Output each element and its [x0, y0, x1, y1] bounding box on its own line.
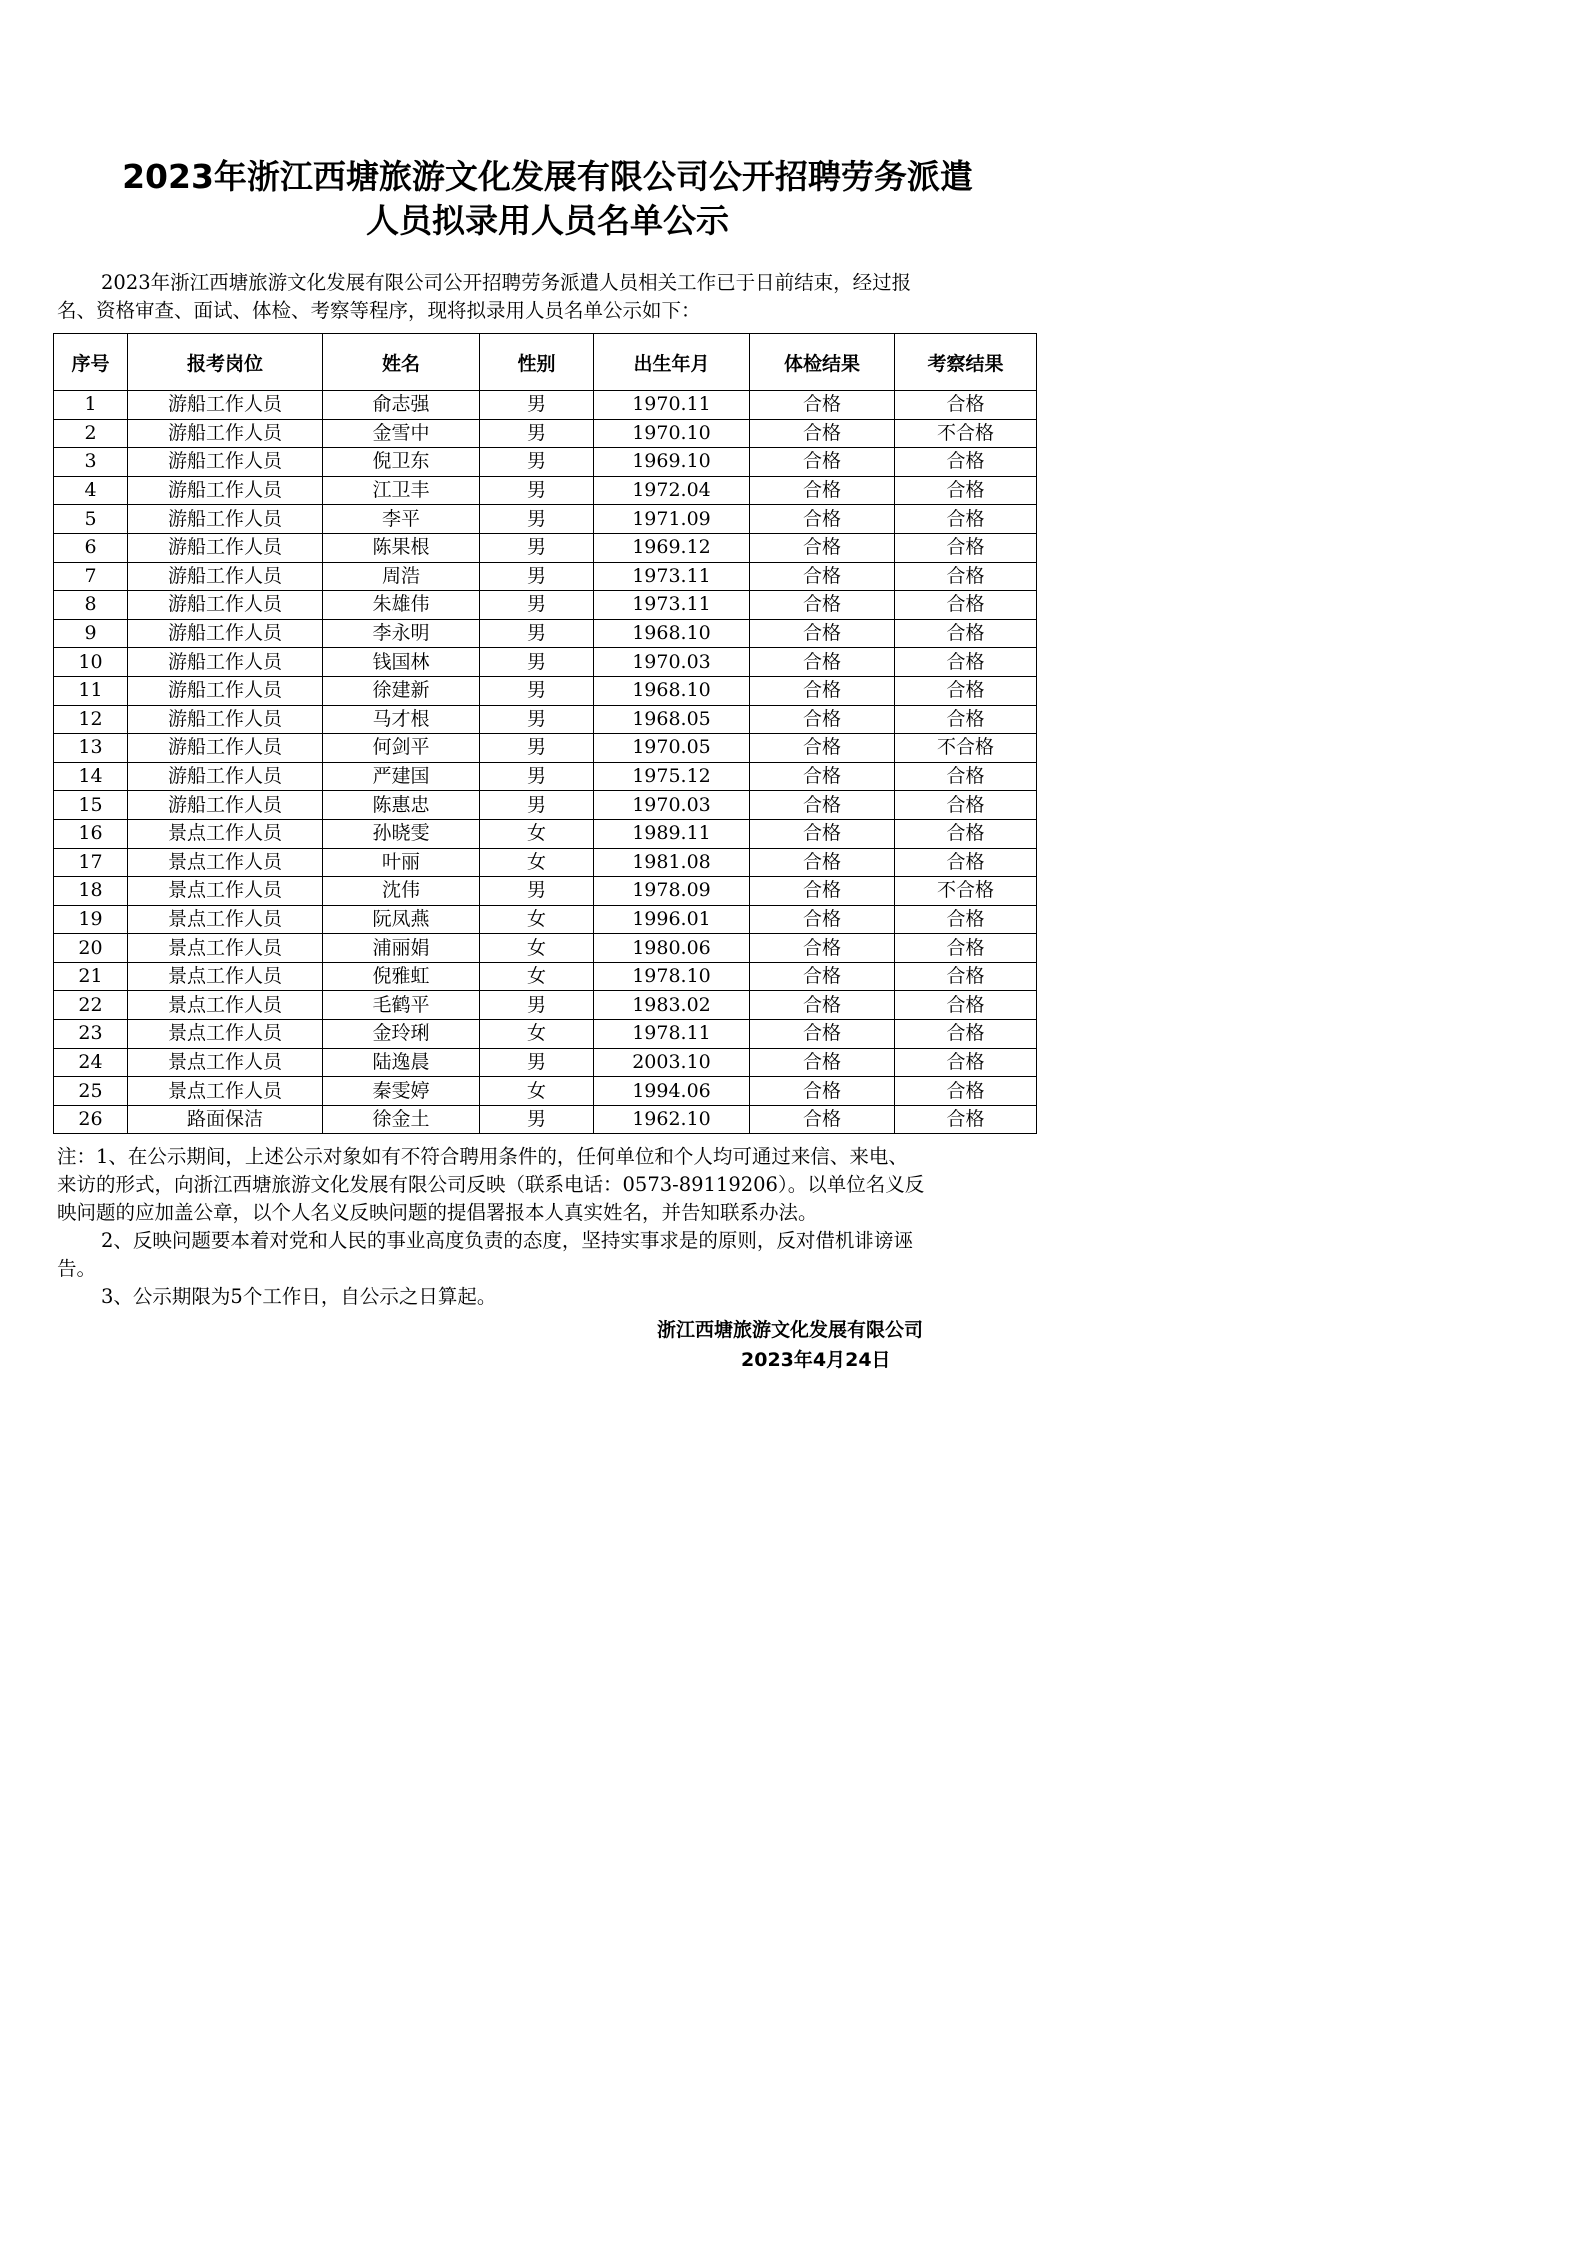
cell-name: 金玲琍: [323, 1020, 480, 1049]
table-row: [54, 934, 1037, 963]
note-1-line-1: 注：1、在公示期间，上述公示对象如有不符合聘用条件的，任何单位和个人均可通过来信、来电、: [57, 1145, 908, 1168]
cell-position: 游船工作人员: [128, 448, 323, 477]
cell-position: 游船工作人员: [128, 391, 323, 420]
cell-birth: 1989.11: [594, 819, 750, 848]
header-inspection: 考察结果: [895, 334, 1037, 391]
table-row: [54, 1048, 1037, 1077]
table-body: [54, 391, 1037, 1134]
table-row: [54, 877, 1037, 906]
cell-medical: 合格: [750, 476, 895, 505]
cell-name: 俞志强: [323, 391, 480, 420]
cell-medical: 合格: [750, 676, 895, 705]
cell-medical: 合格: [750, 848, 895, 877]
header-name: 姓名: [323, 334, 480, 391]
cell-inspection: 合格: [895, 562, 1037, 591]
cell-inspection: 合格: [895, 705, 1037, 734]
cell-gender: 女: [480, 905, 594, 934]
cell-seq: 7: [54, 562, 128, 591]
cell-seq: 24: [54, 1048, 128, 1077]
header-seq: 序号: [54, 334, 128, 391]
cell-name: 孙晓雯: [323, 819, 480, 848]
cell-seq: 21: [54, 962, 128, 991]
cell-position: 游船工作人员: [128, 676, 323, 705]
cell-gender: 男: [480, 648, 594, 677]
cell-position: 路面保洁: [128, 1105, 323, 1134]
signature-date: 2023年4月24日: [741, 1349, 891, 1371]
cell-birth: 1962.10: [594, 1105, 750, 1134]
document-title-line-2: 人员拟录用人员名单公示: [366, 201, 729, 240]
cell-gender: 男: [480, 1048, 594, 1077]
table-row: [54, 762, 1037, 791]
cell-seq: 15: [54, 791, 128, 820]
cell-seq: 10: [54, 648, 128, 677]
cell-seq: 22: [54, 991, 128, 1020]
cell-birth: 1970.03: [594, 648, 750, 677]
cell-inspection: 合格: [895, 1105, 1037, 1134]
table-row: [54, 991, 1037, 1020]
cell-inspection: 合格: [895, 391, 1037, 420]
cell-gender: 女: [480, 848, 594, 877]
cell-inspection: 合格: [895, 1048, 1037, 1077]
cell-name: 徐金土: [323, 1105, 480, 1134]
cell-name: 毛鹤平: [323, 991, 480, 1020]
cell-name: 陈惠忠: [323, 791, 480, 820]
cell-inspection: 合格: [895, 619, 1037, 648]
cell-gender: 女: [480, 1020, 594, 1049]
cell-name: 徐建新: [323, 676, 480, 705]
cell-position: 景点工作人员: [128, 962, 323, 991]
cell-birth: 1973.11: [594, 562, 750, 591]
cell-birth: 1970.05: [594, 734, 750, 763]
cell-position: 游船工作人员: [128, 734, 323, 763]
cell-inspection: 合格: [895, 533, 1037, 562]
cell-name: 钱国林: [323, 648, 480, 677]
cell-medical: 合格: [750, 791, 895, 820]
cell-gender: 男: [480, 476, 594, 505]
cell-birth: 1970.10: [594, 419, 750, 448]
cell-inspection: 合格: [895, 791, 1037, 820]
cell-gender: 男: [480, 591, 594, 620]
cell-position: 景点工作人员: [128, 848, 323, 877]
table-row: [54, 476, 1037, 505]
cell-medical: 合格: [750, 619, 895, 648]
cell-inspection: 合格: [895, 476, 1037, 505]
cell-seq: 3: [54, 448, 128, 477]
cell-position: 游船工作人员: [128, 533, 323, 562]
table-row: [54, 819, 1037, 848]
cell-medical: 合格: [750, 391, 895, 420]
cell-birth: 1968.10: [594, 676, 750, 705]
table-row: [54, 419, 1037, 448]
cell-medical: 合格: [750, 648, 895, 677]
cell-medical: 合格: [750, 505, 895, 534]
cell-gender: 男: [480, 619, 594, 648]
table-row: [54, 705, 1037, 734]
candidate-table: [53, 333, 1037, 1134]
cell-name: 阮凤燕: [323, 905, 480, 934]
cell-position: 景点工作人员: [128, 905, 323, 934]
cell-birth: 1970.03: [594, 791, 750, 820]
note-2-line-2: 告。: [57, 1257, 97, 1280]
document-title-line-1: 2023年浙江西塘旅游文化发展有限公司公开招聘劳务派遣: [122, 157, 973, 196]
cell-gender: 男: [480, 562, 594, 591]
cell-gender: 男: [480, 877, 594, 906]
cell-birth: 1973.11: [594, 591, 750, 620]
cell-inspection: 合格: [895, 934, 1037, 963]
cell-medical: 合格: [750, 1020, 895, 1049]
cell-birth: 1981.08: [594, 848, 750, 877]
cell-medical: 合格: [750, 934, 895, 963]
cell-medical: 合格: [750, 762, 895, 791]
cell-gender: 男: [480, 533, 594, 562]
cell-inspection: 不合格: [895, 734, 1037, 763]
cell-inspection: 合格: [895, 591, 1037, 620]
cell-gender: 女: [480, 962, 594, 991]
table-row: [54, 905, 1037, 934]
cell-name: 浦丽娟: [323, 934, 480, 963]
cell-seq: 14: [54, 762, 128, 791]
cell-inspection: 合格: [895, 819, 1037, 848]
cell-seq: 5: [54, 505, 128, 534]
header-medical: 体检结果: [750, 334, 895, 391]
cell-seq: 13: [54, 734, 128, 763]
cell-position: 游船工作人员: [128, 476, 323, 505]
cell-inspection: 合格: [895, 505, 1037, 534]
cell-birth: 1978.09: [594, 877, 750, 906]
cell-name: 倪卫东: [323, 448, 480, 477]
cell-gender: 男: [480, 419, 594, 448]
cell-gender: 男: [480, 505, 594, 534]
cell-birth: 2003.10: [594, 1048, 750, 1077]
cell-name: 陈果根: [323, 533, 480, 562]
cell-inspection: 合格: [895, 905, 1037, 934]
header-gender: 性别: [480, 334, 594, 391]
cell-medical: 合格: [750, 419, 895, 448]
cell-name: 周浩: [323, 562, 480, 591]
note-3: 3、公示期限为5个工作日，自公示之日算起。: [101, 1285, 497, 1308]
cell-seq: 11: [54, 676, 128, 705]
cell-inspection: 合格: [895, 1020, 1037, 1049]
cell-name: 李平: [323, 505, 480, 534]
cell-gender: 女: [480, 819, 594, 848]
cell-medical: 合格: [750, 962, 895, 991]
cell-name: 沈伟: [323, 877, 480, 906]
header-position: 报考岗位: [128, 334, 323, 391]
cell-seq: 9: [54, 619, 128, 648]
cell-position: 游船工作人员: [128, 619, 323, 648]
cell-gender: 男: [480, 791, 594, 820]
cell-birth: 1970.11: [594, 391, 750, 420]
cell-gender: 男: [480, 762, 594, 791]
cell-name: 倪雅虹: [323, 962, 480, 991]
cell-birth: 1983.02: [594, 991, 750, 1020]
cell-position: 游船工作人员: [128, 762, 323, 791]
cell-birth: 1971.09: [594, 505, 750, 534]
cell-inspection: 合格: [895, 762, 1037, 791]
header-birth: 出生年月: [594, 334, 750, 391]
cell-medical: 合格: [750, 905, 895, 934]
cell-medical: 合格: [750, 877, 895, 906]
cell-birth: 1968.05: [594, 705, 750, 734]
cell-birth: 1994.06: [594, 1077, 750, 1106]
cell-birth: 1978.10: [594, 962, 750, 991]
cell-gender: 男: [480, 1105, 594, 1134]
cell-name: 马才根: [323, 705, 480, 734]
cell-position: 游船工作人员: [128, 562, 323, 591]
cell-birth: 1969.12: [594, 533, 750, 562]
cell-medical: 合格: [750, 1048, 895, 1077]
note-1-line-3: 映问题的应加盖公章，以个人名义反映问题的提倡署报本人真实姓名，并告知联系办法。: [57, 1201, 818, 1224]
cell-medical: 合格: [750, 448, 895, 477]
cell-position: 游船工作人员: [128, 505, 323, 534]
cell-gender: 男: [480, 391, 594, 420]
cell-inspection: 合格: [895, 676, 1037, 705]
cell-birth: 1968.10: [594, 619, 750, 648]
cell-medical: 合格: [750, 991, 895, 1020]
cell-inspection: 合格: [895, 648, 1037, 677]
cell-medical: 合格: [750, 562, 895, 591]
cell-name: 何剑平: [323, 734, 480, 763]
cell-name: 严建国: [323, 762, 480, 791]
cell-name: 金雪中: [323, 419, 480, 448]
table-row: [54, 676, 1037, 705]
cell-birth: 1980.06: [594, 934, 750, 963]
cell-gender: 男: [480, 676, 594, 705]
table-row: [54, 848, 1037, 877]
table-row: [54, 734, 1037, 763]
cell-seq: 26: [54, 1105, 128, 1134]
intro-paragraph-line-1: 2023年浙江西塘旅游文化发展有限公司公开招聘劳务派遣人员相关工作已于日前结束，经过报: [101, 271, 912, 294]
cell-seq: 23: [54, 1020, 128, 1049]
cell-gender: 男: [480, 705, 594, 734]
cell-birth: 1975.12: [594, 762, 750, 791]
cell-seq: 12: [54, 705, 128, 734]
cell-position: 游船工作人员: [128, 791, 323, 820]
cell-inspection: 合格: [895, 1077, 1037, 1106]
cell-seq: 6: [54, 533, 128, 562]
cell-inspection: 不合格: [895, 419, 1037, 448]
cell-name: 陆逸晨: [323, 1048, 480, 1077]
cell-medical: 合格: [750, 1077, 895, 1106]
cell-birth: 1978.11: [594, 1020, 750, 1049]
cell-position: 景点工作人员: [128, 1077, 323, 1106]
cell-position: 景点工作人员: [128, 877, 323, 906]
cell-name: 秦雯婷: [323, 1077, 480, 1106]
cell-position: 景点工作人员: [128, 1020, 323, 1049]
table-row: [54, 591, 1037, 620]
cell-inspection: 合格: [895, 848, 1037, 877]
table-row: [54, 962, 1037, 991]
table-row: [54, 391, 1037, 420]
cell-birth: 1969.10: [594, 448, 750, 477]
cell-name: 江卫丰: [323, 476, 480, 505]
cell-seq: 8: [54, 591, 128, 620]
cell-birth: 1972.04: [594, 476, 750, 505]
cell-gender: 男: [480, 448, 594, 477]
table-row: [54, 562, 1037, 591]
cell-position: 景点工作人员: [128, 819, 323, 848]
cell-seq: 19: [54, 905, 128, 934]
table-row: [54, 448, 1037, 477]
cell-gender: 男: [480, 734, 594, 763]
cell-inspection: 合格: [895, 991, 1037, 1020]
cell-position: 景点工作人员: [128, 934, 323, 963]
cell-medical: 合格: [750, 533, 895, 562]
cell-seq: 20: [54, 934, 128, 963]
cell-name: 朱雄伟: [323, 591, 480, 620]
cell-medical: 合格: [750, 591, 895, 620]
cell-position: 游船工作人员: [128, 591, 323, 620]
table-row: [54, 1077, 1037, 1106]
cell-seq: 16: [54, 819, 128, 848]
cell-name: 叶丽: [323, 848, 480, 877]
cell-gender: 男: [480, 991, 594, 1020]
cell-medical: 合格: [750, 705, 895, 734]
cell-position: 景点工作人员: [128, 1048, 323, 1077]
table-row: [54, 648, 1037, 677]
cell-seq: 1: [54, 391, 128, 420]
table-row: [54, 533, 1037, 562]
cell-name: 李永明: [323, 619, 480, 648]
cell-seq: 18: [54, 877, 128, 906]
cell-gender: 女: [480, 934, 594, 963]
table-row: [54, 1020, 1037, 1049]
cell-inspection: 不合格: [895, 877, 1037, 906]
cell-medical: 合格: [750, 734, 895, 763]
cell-position: 景点工作人员: [128, 991, 323, 1020]
cell-inspection: 合格: [895, 962, 1037, 991]
cell-seq: 17: [54, 848, 128, 877]
cell-medical: 合格: [750, 1105, 895, 1134]
cell-medical: 合格: [750, 819, 895, 848]
cell-position: 游船工作人员: [128, 419, 323, 448]
table-row: [54, 1105, 1037, 1134]
table-row: [54, 505, 1037, 534]
cell-gender: 女: [480, 1077, 594, 1106]
cell-inspection: 合格: [895, 448, 1037, 477]
table-header-row: [54, 334, 1037, 391]
note-2-line-1: 2、反映问题要本着对党和人民的事业高度负责的态度，坚持实事求是的原则，反对借机诽谤诬: [101, 1229, 913, 1252]
cell-seq: 4: [54, 476, 128, 505]
note-1-line-2: 来访的形式，向浙江西塘旅游文化发展有限公司反映（联系电话：0573-89119206）。以单位名义反: [57, 1173, 925, 1196]
cell-position: 游船工作人员: [128, 648, 323, 677]
intro-paragraph-line-2: 名、资格审查、面试、体检、考察等程序，现将拟录用人员名单公示如下：: [57, 299, 701, 322]
table-row: [54, 619, 1037, 648]
cell-seq: 25: [54, 1077, 128, 1106]
cell-seq: 2: [54, 419, 128, 448]
signature-organization: 浙江西塘旅游文化发展有限公司: [657, 1319, 924, 1341]
table-row: [54, 791, 1037, 820]
cell-position: 游船工作人员: [128, 705, 323, 734]
document-page: [0, 0, 1095, 1549]
cell-birth: 1996.01: [594, 905, 750, 934]
